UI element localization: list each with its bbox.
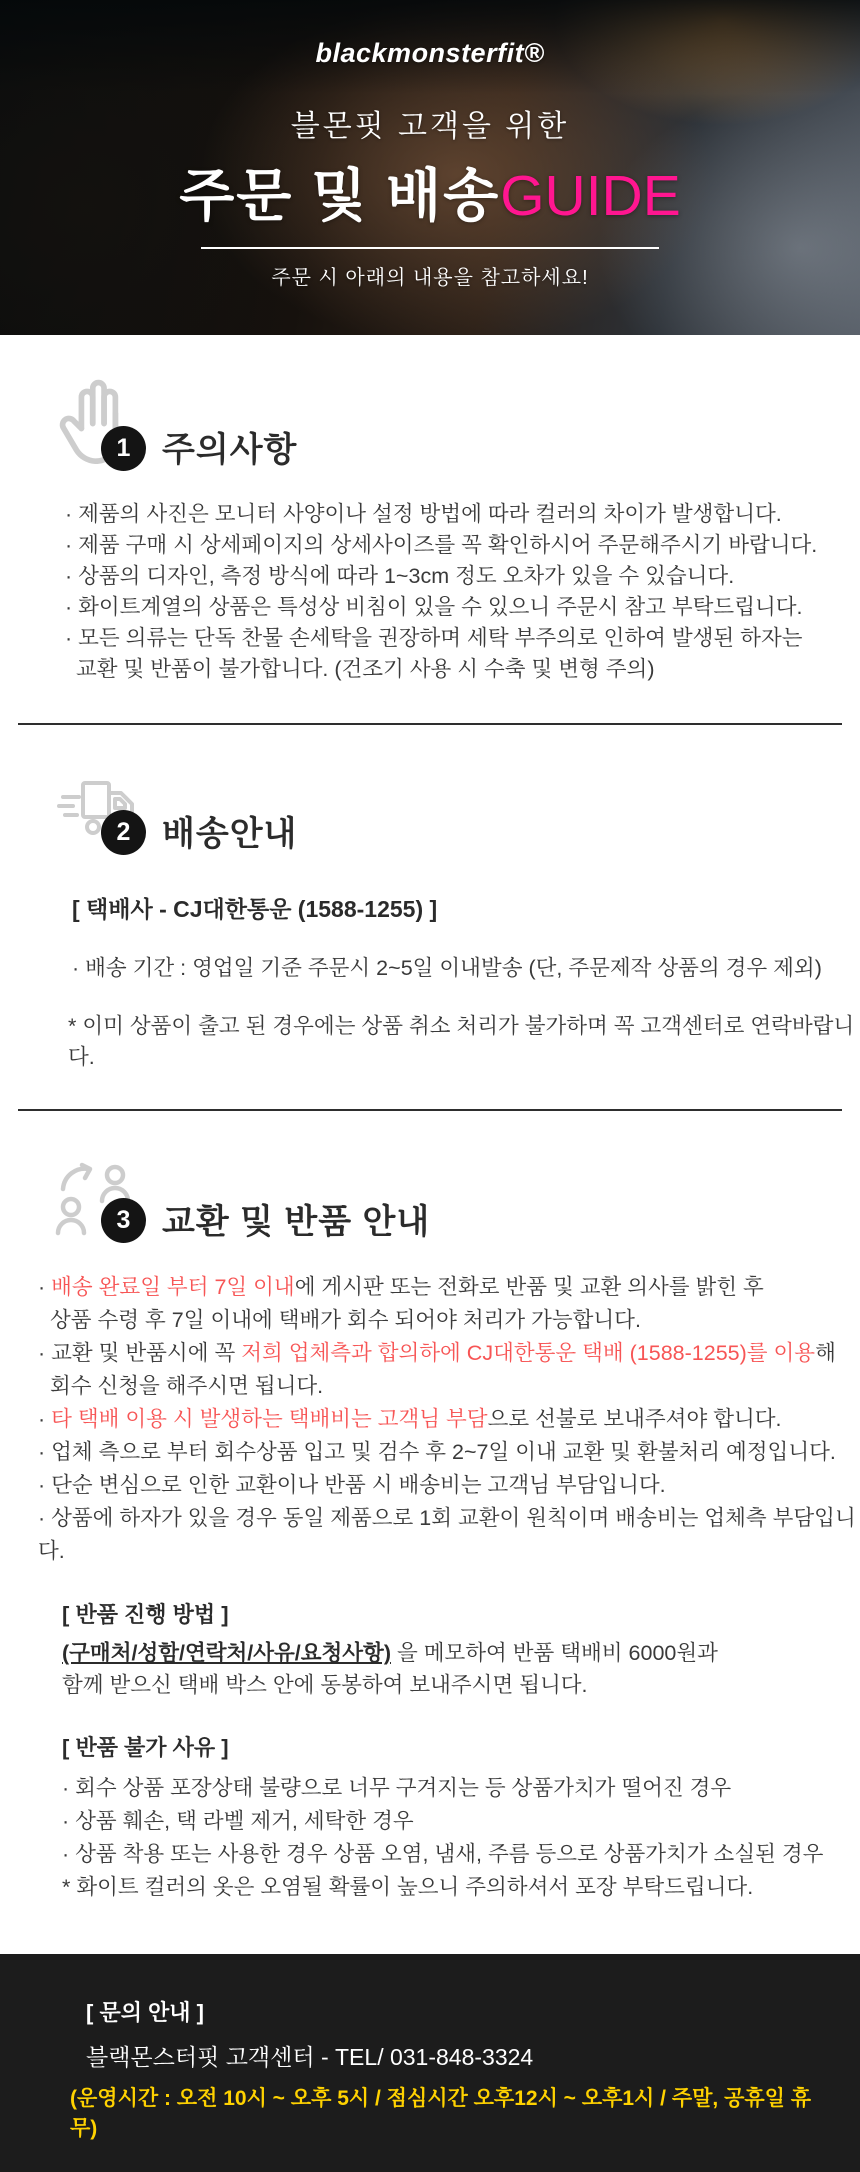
highlighted-text: 배송 완료일 부터 7일 이내 bbox=[51, 1275, 295, 1299]
return-method-text: 을 메모하여 반품 택배비 6000원과 bbox=[390, 1641, 718, 1665]
page-title bbox=[0, 150, 860, 232]
hero-subtitle: 블몬핏 고객을 위한 bbox=[290, 110, 570, 143]
list-item-continuation: 상품 수령 후 7일 이내에 택배가 회수 되어야 처리가 가능합니다. bbox=[50, 1308, 641, 1332]
return-method-body bbox=[62, 1637, 860, 1701]
highlighted-text: 타 택배 이용 시 발생하는 택배비는 고객님 부담 bbox=[51, 1407, 488, 1431]
section-caution bbox=[0, 373, 860, 725]
underlined-text: (구매처/성함/연락처/사유/요청사항) bbox=[62, 1641, 391, 1665]
contact-phone: 블랙몬스터핏 고객센터 - TEL/ 031-848-3324 bbox=[86, 2044, 534, 2070]
return-deny-heading: [ 반품 불가 사유 ] bbox=[62, 1735, 229, 1760]
hero-divider bbox=[201, 247, 659, 249]
list-item bbox=[38, 1403, 860, 1436]
list-item: · 단순 변심으로 인한 교환이나 반품 시 배송비는 고객님 부담입니다. bbox=[38, 1473, 666, 1497]
brand-logo: blackmonsterfit® bbox=[315, 38, 545, 68]
list-item: · 업체 측으로 부터 회수상품 입고 및 검수 후 2~7일 이내 교환 및 환불처리 예정입니다. bbox=[38, 1440, 836, 1464]
section-exchange-header bbox=[55, 1145, 842, 1249]
list-item-text: 해 bbox=[815, 1341, 836, 1365]
list-item bbox=[38, 1271, 860, 1304]
section-exchange-return bbox=[0, 1145, 860, 1904]
list-item bbox=[38, 1337, 860, 1370]
section-exchange-title: 교환 및 반품 안내 bbox=[162, 1203, 431, 1241]
list-item: · 모든 의류는 단독 찬물 손세탁을 권장하며 세탁 부주의로 인하여 발생된 하자는 bbox=[65, 626, 803, 650]
list-item: · 회수 상품 포장상태 불량으로 너무 구겨지는 등 상품가치가 떨어진 경우 bbox=[62, 1776, 732, 1800]
courier-info: [ 택배사 - CJ대한통운 (1588-1255) ] bbox=[72, 896, 438, 922]
contact-heading: [ 문의 안내 ] bbox=[86, 2000, 204, 2025]
section-divider bbox=[18, 723, 842, 725]
section-shipping bbox=[0, 757, 860, 1111]
shipping-period: · 배송 기간 : 영업일 기준 주문시 2~5일 이내발송 (단, 주문제작 상품의 경우 제외) bbox=[72, 956, 822, 980]
bullet-marker: · bbox=[38, 1275, 52, 1299]
bullet-marker: · bbox=[38, 1407, 52, 1431]
contact-footer bbox=[0, 1954, 860, 2172]
section-caution-title: 주의사항 bbox=[162, 431, 298, 469]
section-number-badge: 1 bbox=[101, 426, 146, 471]
list-item: · 제품의 사진은 모니터 사양이나 설정 방법에 따라 컬러의 차이가 발생합니다. bbox=[65, 502, 782, 526]
hero-banner bbox=[0, 0, 860, 335]
business-hours: (운영시간 : 오전 10시 ~ 오후 5시 / 점심시간 오후12시 ~ 오후1시 / 주말, 공휴일 휴무) bbox=[70, 2087, 812, 2140]
return-method-line: 함께 받으신 택배 박스 안에 동봉하여 보내주시면 됩니다. bbox=[62, 1673, 588, 1697]
shipping-note: * 이미 상품이 출고 된 경우에는 상품 취소 처리가 불가하며 꼭 고객센터로 연락바랍니다. bbox=[68, 1014, 855, 1069]
list-item: · 상품에 하자가 있을 경우 동일 제품으로 1회 교환이 원칙이며 배송비는 업체측 부담입니다. bbox=[38, 1506, 856, 1563]
hero-caption: 주문 시 아래의 내용을 참고하세요! bbox=[271, 267, 589, 289]
list-item: · 상품 착용 또는 사용한 경우 상품 오염, 냄새, 주름 등으로 상품가치가 소실된 경우 bbox=[62, 1842, 824, 1866]
list-item-text: 에 게시판 또는 전화로 반품 및 교환 의사를 밝힌 후 bbox=[294, 1275, 764, 1299]
exchange-return-list bbox=[38, 1271, 860, 1568]
section-divider bbox=[18, 1109, 842, 1111]
section-shipping-title: 배송안내 bbox=[162, 815, 298, 853]
list-item-text: 교환 및 반품시에 꼭 bbox=[51, 1341, 242, 1365]
list-item: · 화이트계열의 상품은 특성상 비침이 있을 수 있으니 주문시 참고 부탁드립니다. bbox=[65, 595, 803, 619]
list-item-text: 으로 선불로 보내주셔야 합니다. bbox=[487, 1407, 782, 1431]
list-item: · 제품 구매 시 상세페이지의 상세사이즈를 꼭 확인하시어 주문해주시기 바랍니다. bbox=[65, 533, 818, 557]
return-deny-list bbox=[62, 1772, 860, 1904]
section-caution-header bbox=[55, 373, 842, 477]
highlighted-text: 저희 업체측과 합의하에 CJ대한통운 택배 (1588-1255)를 이용 bbox=[241, 1341, 816, 1365]
return-method-heading: [ 반품 진행 방법 ] bbox=[62, 1602, 229, 1627]
list-item: * 화이트 컬러의 옷은 오염될 확률이 높으니 주의하셔서 포장 부탁드립니다. bbox=[62, 1875, 754, 1899]
page-title-korean: 주문 및 배송 bbox=[179, 164, 501, 228]
list-item: · 상품 훼손, 택 라벨 제거, 세탁한 경우 bbox=[62, 1809, 414, 1833]
list-item: · 상품의 디자인, 측정 방식에 따라 1~3cm 정도 오차가 있을 수 있습니다. bbox=[65, 564, 735, 588]
list-item-continuation: 교환 및 반품이 불가합니다. (건조기 사용 시 수축 및 변형 주의) bbox=[76, 657, 655, 681]
list-item-continuation: 회수 신청을 해주시면 됩니다. bbox=[50, 1374, 324, 1398]
caution-list bbox=[65, 499, 860, 685]
bullet-marker: · bbox=[38, 1341, 52, 1365]
section-number-badge: 3 bbox=[101, 1198, 146, 1243]
page-title-accent: GUIDE bbox=[500, 164, 681, 228]
section-shipping-header bbox=[55, 757, 842, 861]
section-number-badge: 2 bbox=[101, 810, 146, 855]
return-method-line bbox=[62, 1637, 860, 1669]
